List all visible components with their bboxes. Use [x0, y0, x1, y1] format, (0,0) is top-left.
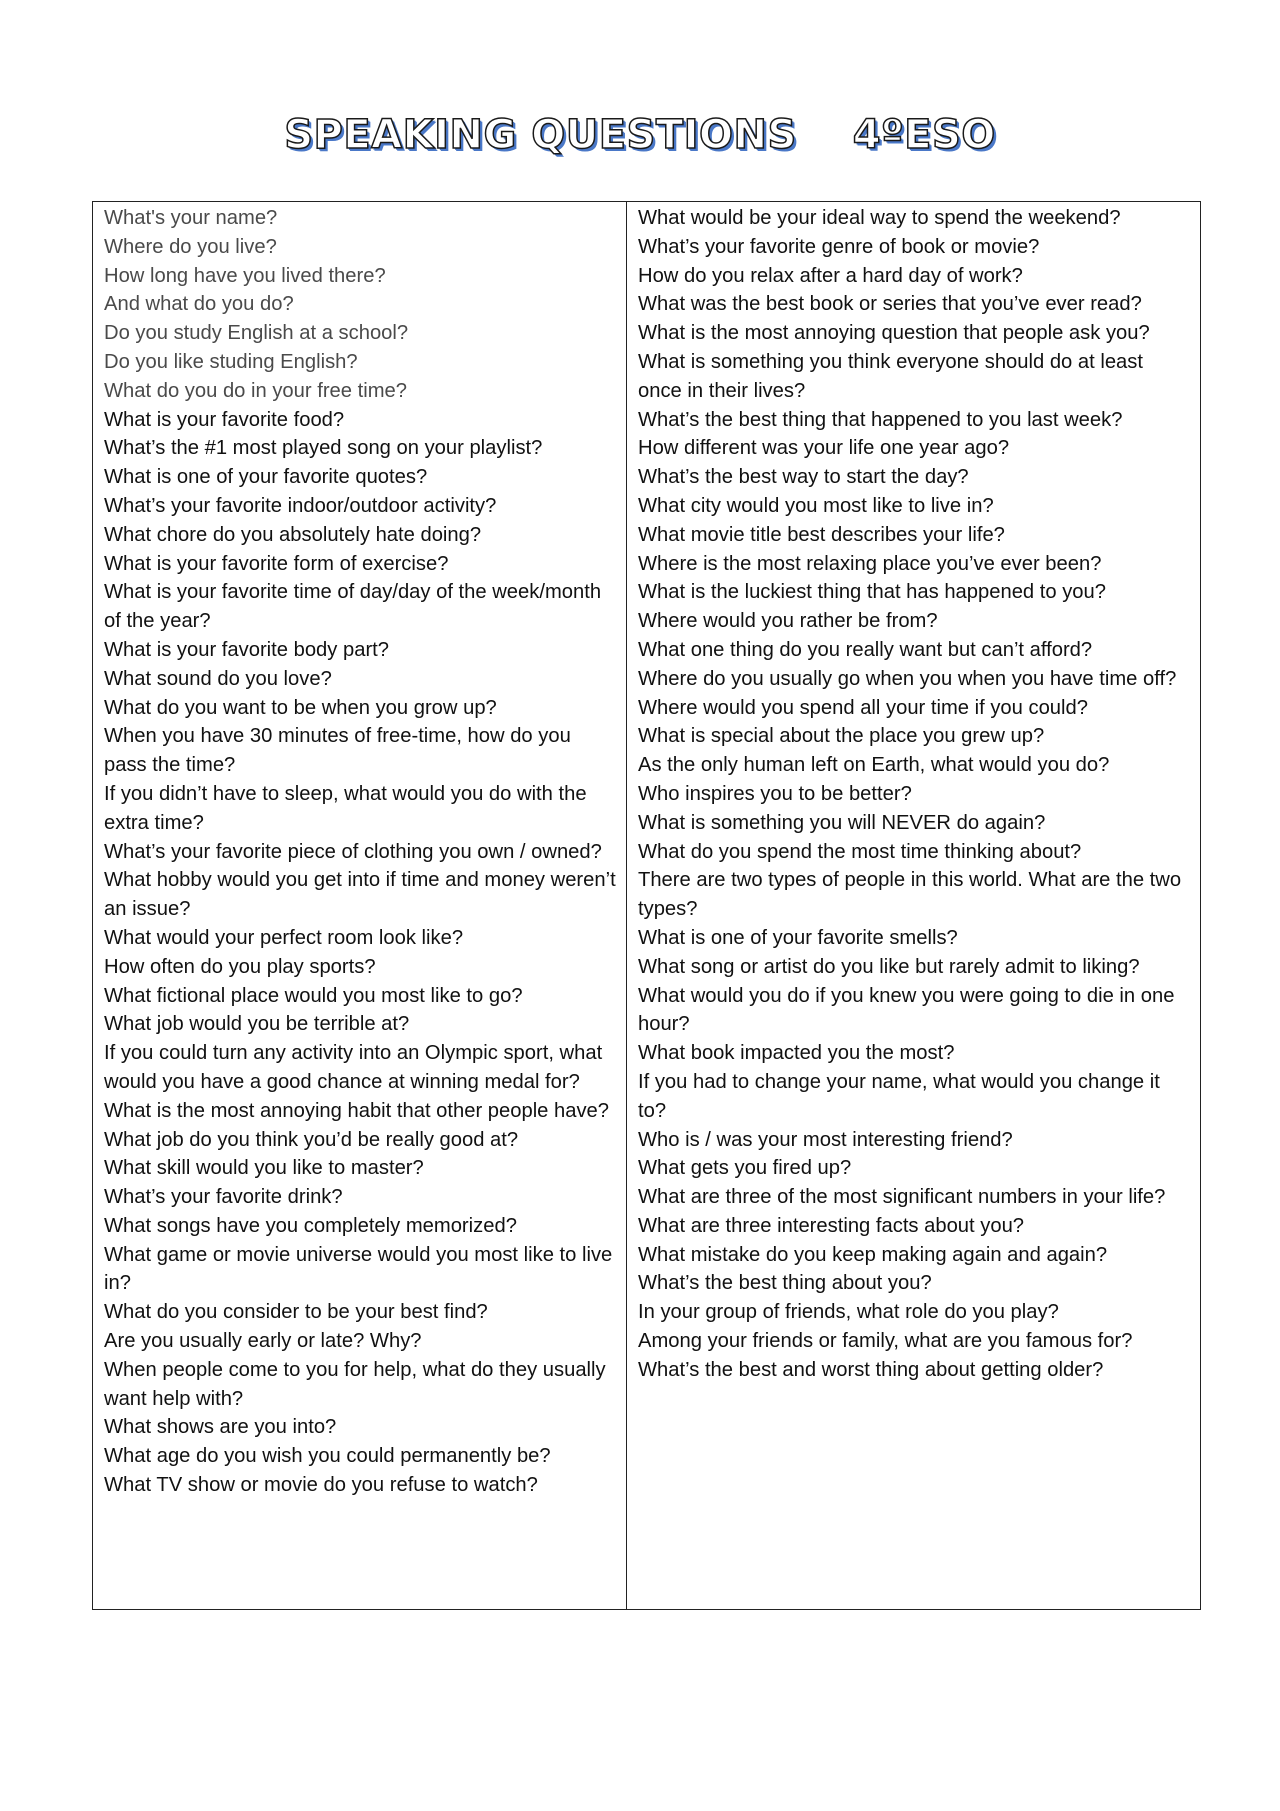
question-item: What city would you most like to live in? — [638, 494, 994, 517]
question-item: What do you do in your free time? — [104, 379, 407, 402]
question-item: What job do you think you’d be really good at? — [104, 1128, 519, 1151]
question-item: What’s the best thing about you? — [638, 1272, 932, 1295]
question-item: What is something you will NEVER do again? — [638, 811, 1046, 834]
question-item: What would you do if you knew you were going to die in one hour? — [638, 984, 1175, 1036]
question-item: What’s the #1 most played song on your playlist? — [104, 437, 543, 460]
question-item: There are two types of people in this world. What are the two types? — [638, 869, 1182, 921]
question-item: What was the best book or series that you’ve ever read? — [638, 293, 1142, 316]
question-item: What shows are you into? — [104, 1416, 337, 1439]
question-item: What’s your favorite drink? — [104, 1186, 343, 1209]
question-item: What age do you wish you could permanently be? — [104, 1445, 551, 1468]
question-item: How often do you play sports? — [104, 955, 376, 978]
question-item: Do you like studing English? — [104, 350, 358, 373]
question-item: Are you usually early or late? Why? — [104, 1330, 422, 1353]
question-item: When you have 30 minutes of free-time, how do you pass the time? — [104, 725, 571, 777]
question-item: In your group of friends, what role do you play? — [638, 1301, 1059, 1324]
question-item: If you didn’t have to sleep, what would you do with the extra time? — [104, 782, 587, 834]
question-item: What’s the best thing that happened to you last week? — [638, 408, 1123, 431]
question-item: What game or movie universe would you most like to live in? — [104, 1243, 613, 1295]
question-item: What skill would you like to master? — [104, 1157, 424, 1180]
question-item: What is the most annoying habit that other people have? — [104, 1099, 610, 1122]
question-item: What’s your favorite piece of clothing you own / owned? — [104, 840, 602, 863]
level-text: 4ºESO — [852, 112, 996, 158]
question-item: What’s the best and worst thing about getting older? — [638, 1358, 1104, 1381]
question-item: What song or artist do you like but rarely admit to liking? — [638, 955, 1140, 978]
question-item: And what do you do? — [104, 293, 294, 316]
question-item: What do you spend the most time thinking about? — [638, 840, 1082, 863]
question-item: What gets you fired up? — [638, 1157, 852, 1180]
question-item: What is something you think everyone should do at least once in their lives? — [638, 350, 1143, 402]
question-item: What is the most annoying question that people ask you? — [638, 322, 1150, 345]
question-item: As the only human left on Earth, what would you do? — [638, 754, 1110, 777]
questions-table — [92, 201, 1201, 1610]
question-item: What’s your favorite genre of book or movie? — [638, 235, 1040, 258]
question-item: What fictional place would you most like to go? — [104, 984, 523, 1007]
question-item: What’s your favorite indoor/outdoor activity? — [104, 494, 497, 517]
right-question-column — [627, 202, 1200, 1609]
question-item: What job would you be terrible at? — [104, 1013, 410, 1036]
question-item: What is your favorite body part? — [104, 638, 390, 661]
question-item: What songs have you completely memorized? — [104, 1214, 517, 1237]
question-item: What is your favorite form of exercise? — [104, 552, 449, 575]
question-item: Where do you live? — [104, 235, 277, 258]
question-item: What one thing do you really want but can’t afford? — [638, 638, 1093, 661]
question-item: What is special about the place you grew up? — [638, 725, 1045, 748]
question-item: How different was your life one year ago? — [638, 437, 1010, 460]
question-item: What's your name? — [104, 207, 278, 229]
question-item: What is one of your favorite quotes? — [104, 466, 428, 489]
question-item: Do you study English at a school? — [104, 322, 409, 345]
left-question-column — [93, 202, 627, 1609]
question-item: Who is / was your most interesting friend? — [638, 1128, 1013, 1151]
question-item: If you could turn any activity into an Olympic sport, what would you have a good chance at winning medal for? — [104, 1042, 603, 1093]
question-item: What book impacted you the most? — [638, 1042, 955, 1065]
question-item: What are three interesting facts about you? — [638, 1214, 1025, 1237]
question-item: What is your favorite time of day/day of the week/month of the year? — [104, 581, 602, 633]
question-item: What do you want to be when you grow up? — [104, 696, 497, 719]
question-item: How do you relax after a hard day of work? — [638, 264, 1023, 287]
question-item: What would be your ideal way to spend the weekend? — [638, 207, 1121, 229]
question-item: What is one of your favorite smells? — [638, 926, 958, 949]
question-item: What mistake do you keep making again and again? — [638, 1243, 1108, 1266]
question-item: Among your friends or family, what are you famous for? — [638, 1330, 1133, 1353]
question-item: When people come to you for help, what do they usually want help with? — [104, 1358, 606, 1410]
question-item: How long have you lived there? — [104, 264, 386, 287]
question-item: Where is the most relaxing place you’ve ever been? — [638, 552, 1102, 575]
question-item: What is the luckiest thing that has happened to you? — [638, 581, 1106, 604]
title-text: SPEAKING QUESTIONS — [284, 112, 797, 158]
question-item: What sound do you love? — [104, 667, 332, 690]
question-item: Where would you rather be from? — [638, 610, 938, 633]
question-item: What TV show or movie do you refuse to watch? — [104, 1474, 538, 1497]
page-title — [0, 112, 1280, 158]
question-item: Who inspires you to be better? — [638, 782, 912, 805]
question-item: What’s the best way to start the day? — [638, 466, 969, 489]
question-item: Where would you spend all your time if you could? — [638, 696, 1088, 719]
question-item: What movie title best describes your life? — [638, 523, 1005, 546]
question-item: If you had to change your name, what would you change it to? — [638, 1070, 1160, 1122]
question-item: What are three of the most significant numbers in your life? — [638, 1186, 1166, 1209]
question-item: What is your favorite food? — [104, 408, 345, 431]
question-item: What hobby would you get into if time and money weren’t an issue? — [104, 869, 616, 921]
question-item: Where do you usually go when you when you have time off? — [638, 667, 1177, 690]
question-item: What would your perfect room look like? — [104, 926, 464, 949]
question-item: What chore do you absolutely hate doing? — [104, 523, 482, 546]
question-item: What do you consider to be your best find? — [104, 1301, 488, 1324]
